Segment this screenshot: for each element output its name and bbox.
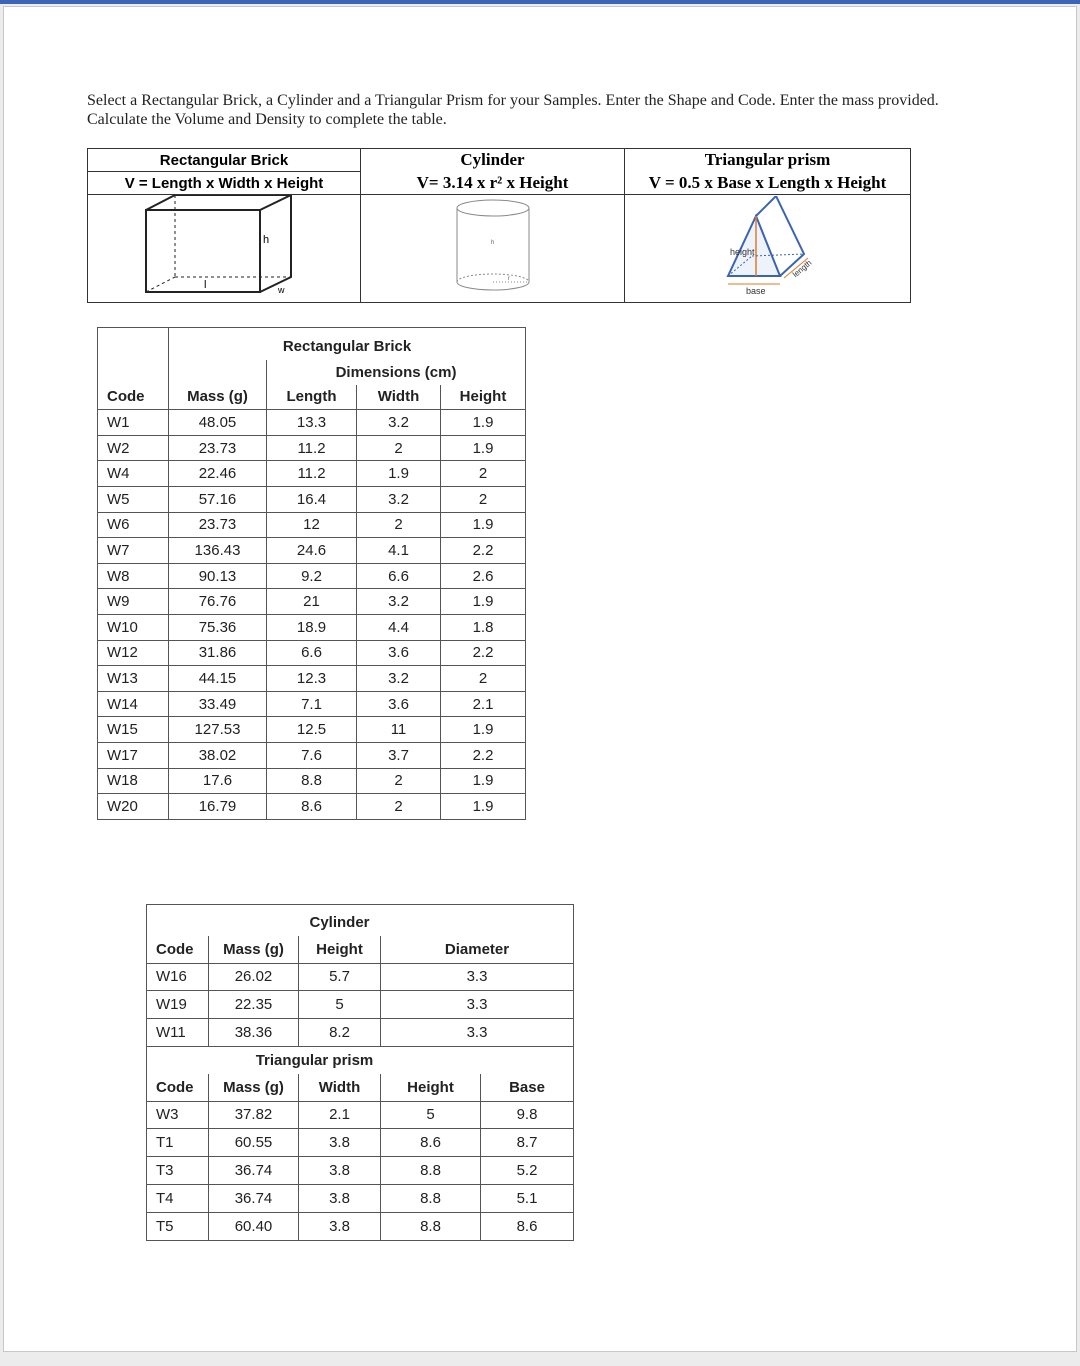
- brick-cell-mass: 48.05: [169, 410, 267, 436]
- brick-cell-height: 2.2: [441, 640, 526, 666]
- prism-cell-height: 8.8: [381, 1184, 481, 1212]
- brick-h-label: h: [263, 234, 270, 246]
- brick-cell-length: 8.6: [267, 794, 357, 820]
- brick-cell-code: W6: [98, 512, 169, 538]
- brick-cell-length: 12.5: [267, 717, 357, 743]
- prism-cell-height: 8.6: [381, 1129, 481, 1157]
- brick-cell-height: 1.9: [441, 435, 526, 461]
- brick-cell-mass: 33.49: [169, 691, 267, 717]
- brick-header-mass: Mass (g): [169, 385, 267, 410]
- brick-cell-height: 1.9: [441, 410, 526, 436]
- table-row: [147, 1129, 574, 1157]
- prism-header-code: Code: [147, 1074, 209, 1101]
- cyl-cell-height: 8.2: [299, 1019, 381, 1047]
- brick-cell-width: 3.6: [357, 691, 441, 717]
- prism-cell-width: 3.8: [299, 1157, 381, 1185]
- prism-cell-mass: 60.55: [209, 1129, 299, 1157]
- table-row: [147, 1019, 574, 1047]
- table-row: [147, 991, 574, 1019]
- brick-table-title: Rectangular Brick: [282, 337, 412, 355]
- cyl-cell-mass: 26.02: [209, 963, 299, 991]
- brick-cell-length: 7.1: [267, 691, 357, 717]
- brick-cell-length: 8.8: [267, 768, 357, 794]
- table-row: [98, 794, 526, 820]
- brick-cell-mass: 31.86: [169, 640, 267, 666]
- prism-cell-base: 8.6: [481, 1212, 574, 1240]
- table-row: [98, 768, 526, 794]
- brick-cell-height: 1.9: [441, 512, 526, 538]
- brick-cell-code: W4: [98, 461, 169, 487]
- prism-cell-base: 8.7: [481, 1129, 574, 1157]
- prism-cell-width: 2.1: [299, 1101, 381, 1129]
- brick-cell-width: 3.2: [357, 486, 441, 512]
- table-row: [98, 691, 526, 717]
- formula-table: [87, 148, 911, 303]
- prism-formula: V = 0.5 x Base x Length x Height: [625, 172, 911, 195]
- brick-cell-code: W14: [98, 691, 169, 717]
- brick-header-length: Length: [267, 385, 357, 410]
- cylinder-diagram: [448, 196, 538, 296]
- brick-cell-code: W17: [98, 742, 169, 768]
- cyl-header-height: Height: [299, 936, 381, 963]
- brick-cell-height: 2.1: [441, 691, 526, 717]
- prism-cell-code: T3: [147, 1157, 209, 1185]
- prism-header-height: Height: [381, 1074, 481, 1101]
- prism-header-mass: Mass (g): [209, 1074, 299, 1101]
- window-top-bar: [0, 0, 1080, 4]
- brick-cell-width: 3.6: [357, 640, 441, 666]
- brick-cell-length: 11.2: [267, 435, 357, 461]
- brick-cell-length: 6.6: [267, 640, 357, 666]
- brick-cell-mass: 127.53: [169, 717, 267, 743]
- prism-cell-width: 3.8: [299, 1184, 381, 1212]
- prism-base-label: base: [745, 286, 766, 296]
- cyl-cell-diameter: 3.3: [381, 1019, 574, 1047]
- prism-table-title: Triangular prism: [255, 1051, 374, 1069]
- table-row: [147, 1212, 574, 1240]
- prism-cell-mass: 60.40: [209, 1212, 299, 1240]
- brick-cell-mass: 90.13: [169, 563, 267, 589]
- brick-cell-width: 2: [357, 435, 441, 461]
- cyl-header-diameter: Diameter: [381, 936, 574, 963]
- prism-header-width: Width: [299, 1074, 381, 1101]
- brick-table: [97, 327, 526, 820]
- prism-cell-mass: 37.82: [209, 1101, 299, 1129]
- table-row: [98, 512, 526, 538]
- brick-cell-length: 21: [267, 589, 357, 615]
- brick-cell-code: W15: [98, 717, 169, 743]
- brick-cell-length: 16.4: [267, 486, 357, 512]
- cylinder-formula: V= 3.14 x r² x Height: [361, 172, 625, 195]
- prism-cell-base: 9.8: [481, 1101, 574, 1129]
- brick-table-subtitle: Dimensions (cm): [335, 363, 457, 381]
- prism-cell-width: 3.8: [299, 1129, 381, 1157]
- prism-cell-height: 8.8: [381, 1212, 481, 1240]
- brick-cell-length: 7.6: [267, 742, 357, 768]
- brick-cell-code: W13: [98, 666, 169, 692]
- brick-cell-width: 4.1: [357, 538, 441, 564]
- prism-cell-base: 5.2: [481, 1157, 574, 1185]
- table-row: [147, 963, 574, 991]
- brick-cell-length: 13.3: [267, 410, 357, 436]
- brick-cell-code: W9: [98, 589, 169, 615]
- table-row: [98, 563, 526, 589]
- table-row: [147, 1184, 574, 1212]
- brick-cell-mass: 16.79: [169, 794, 267, 820]
- table-row: [98, 435, 526, 461]
- brick-cell-width: 2: [357, 512, 441, 538]
- prism-cell-code: T5: [147, 1212, 209, 1240]
- brick-cell-height: 2.6: [441, 563, 526, 589]
- prism-cell-width: 3.8: [299, 1212, 381, 1240]
- table-row: [98, 538, 526, 564]
- cylinder-title: Cylinder: [361, 149, 625, 172]
- brick-cell-code: W5: [98, 486, 169, 512]
- brick-cell-height: 1.9: [441, 768, 526, 794]
- brick-cell-mass: 57.16: [169, 486, 267, 512]
- cyl-cell-diameter: 3.3: [381, 991, 574, 1019]
- brick-cell-mass: 44.15: [169, 666, 267, 692]
- cyl-cell-diameter: 3.3: [381, 963, 574, 991]
- prism-cell-mass: 36.74: [209, 1157, 299, 1185]
- brick-cell-height: 2.2: [441, 742, 526, 768]
- prism-cell-height: 5: [381, 1101, 481, 1129]
- cylinder-diagram-cell: [361, 195, 625, 303]
- cylinder-r-label: r: [507, 276, 510, 282]
- cylinder-table-title: Cylinder: [309, 913, 370, 931]
- brick-cell-height: 2.2: [441, 538, 526, 564]
- prism-diagram: [718, 196, 818, 296]
- prism-length-label: length: [790, 258, 813, 280]
- cyl-cell-mass: 22.35: [209, 991, 299, 1019]
- brick-cell-length: 9.2: [267, 563, 357, 589]
- brick-header-width: Width: [357, 385, 441, 410]
- table-row: [98, 461, 526, 487]
- brick-title: Rectangular Brick: [88, 149, 361, 172]
- brick-cell-width: 2: [357, 768, 441, 794]
- table-row: [98, 486, 526, 512]
- brick-header-height: Height: [441, 385, 526, 410]
- brick-cell-width: 3.7: [357, 742, 441, 768]
- cyl-cell-code: W19: [147, 991, 209, 1019]
- table-row: [98, 717, 526, 743]
- brick-cell-width: 6.6: [357, 563, 441, 589]
- brick-cell-code: W20: [98, 794, 169, 820]
- brick-w-label: w: [278, 285, 285, 295]
- brick-cell-code: W10: [98, 614, 169, 640]
- brick-cell-length: 12: [267, 512, 357, 538]
- brick-cell-width: 3.2: [357, 410, 441, 436]
- brick-diagram-cell: [88, 195, 361, 303]
- brick-cell-height: 2: [441, 666, 526, 692]
- brick-cell-width: 3.2: [357, 589, 441, 615]
- cylinder-prism-table: [146, 904, 574, 1241]
- cyl-header-mass: Mass (g): [209, 936, 299, 963]
- brick-cell-length: 11.2: [267, 461, 357, 487]
- prism-height-label: height: [729, 247, 755, 257]
- cyl-cell-height: 5: [299, 991, 381, 1019]
- brick-cell-code: W8: [98, 563, 169, 589]
- brick-cell-height: 2: [441, 461, 526, 487]
- cyl-cell-code: W11: [147, 1019, 209, 1047]
- prism-title: Triangular prism: [625, 149, 911, 172]
- table-row: [98, 589, 526, 615]
- cyl-cell-height: 5.7: [299, 963, 381, 991]
- brick-cell-code: W1: [98, 410, 169, 436]
- brick-diagram: [144, 195, 304, 297]
- brick-formula: V = Length x Width x Height: [88, 172, 361, 195]
- brick-cell-width: 4.4: [357, 614, 441, 640]
- brick-cell-length: 24.6: [267, 538, 357, 564]
- prism-header-base: Base: [481, 1074, 574, 1101]
- prism-cell-height: 8.8: [381, 1157, 481, 1185]
- brick-cell-length: 18.9: [267, 614, 357, 640]
- cyl-cell-code: W16: [147, 963, 209, 991]
- table-row: [147, 1157, 574, 1185]
- cyl-cell-mass: 38.36: [209, 1019, 299, 1047]
- brick-cell-mass: 23.73: [169, 512, 267, 538]
- prism-cell-mass: 36.74: [209, 1184, 299, 1212]
- brick-cell-mass: 38.02: [169, 742, 267, 768]
- table-row: [98, 640, 526, 666]
- brick-header-code: Code: [98, 385, 169, 410]
- table-row: [98, 410, 526, 436]
- brick-cell-height: 1.9: [441, 717, 526, 743]
- brick-cell-code: W2: [98, 435, 169, 461]
- cylinder-h-label: h: [490, 240, 494, 246]
- prism-cell-code: T1: [147, 1129, 209, 1157]
- instructions-text: Select a Rectangular Brick, a Cylinder and a Triangular Prism for your Samples. Enter the Shape and Code. Enter the mass provided. Calculate the Volume and Density to complete the table.: [87, 92, 939, 128]
- brick-cell-code: W18: [98, 768, 169, 794]
- prism-diagram-cell: [625, 195, 911, 303]
- brick-cell-mass: 23.73: [169, 435, 267, 461]
- table-row: [147, 1101, 574, 1129]
- brick-cell-height: 1.9: [441, 589, 526, 615]
- brick-cell-code: W7: [98, 538, 169, 564]
- brick-cell-mass: 76.76: [169, 589, 267, 615]
- brick-cell-width: 3.2: [357, 666, 441, 692]
- table-row: [98, 666, 526, 692]
- brick-l-label: l: [204, 279, 207, 291]
- brick-cell-height: 2: [441, 486, 526, 512]
- prism-cell-base: 5.1: [481, 1184, 574, 1212]
- brick-cell-height: 1.9: [441, 794, 526, 820]
- cyl-header-code: Code: [147, 936, 209, 963]
- table-row: [98, 614, 526, 640]
- brick-cell-mass: 22.46: [169, 461, 267, 487]
- brick-cell-mass: 75.36: [169, 614, 267, 640]
- brick-cell-mass: 17.6: [169, 768, 267, 794]
- brick-cell-code: W12: [98, 640, 169, 666]
- brick-cell-width: 1.9: [357, 461, 441, 487]
- brick-cell-width: 2: [357, 794, 441, 820]
- prism-cell-code: T4: [147, 1184, 209, 1212]
- prism-cell-code: W3: [147, 1101, 209, 1129]
- brick-cell-width: 11: [357, 717, 441, 743]
- table-row: [98, 742, 526, 768]
- brick-cell-length: 12.3: [267, 666, 357, 692]
- brick-cell-height: 1.8: [441, 614, 526, 640]
- brick-cell-mass: 136.43: [169, 538, 267, 564]
